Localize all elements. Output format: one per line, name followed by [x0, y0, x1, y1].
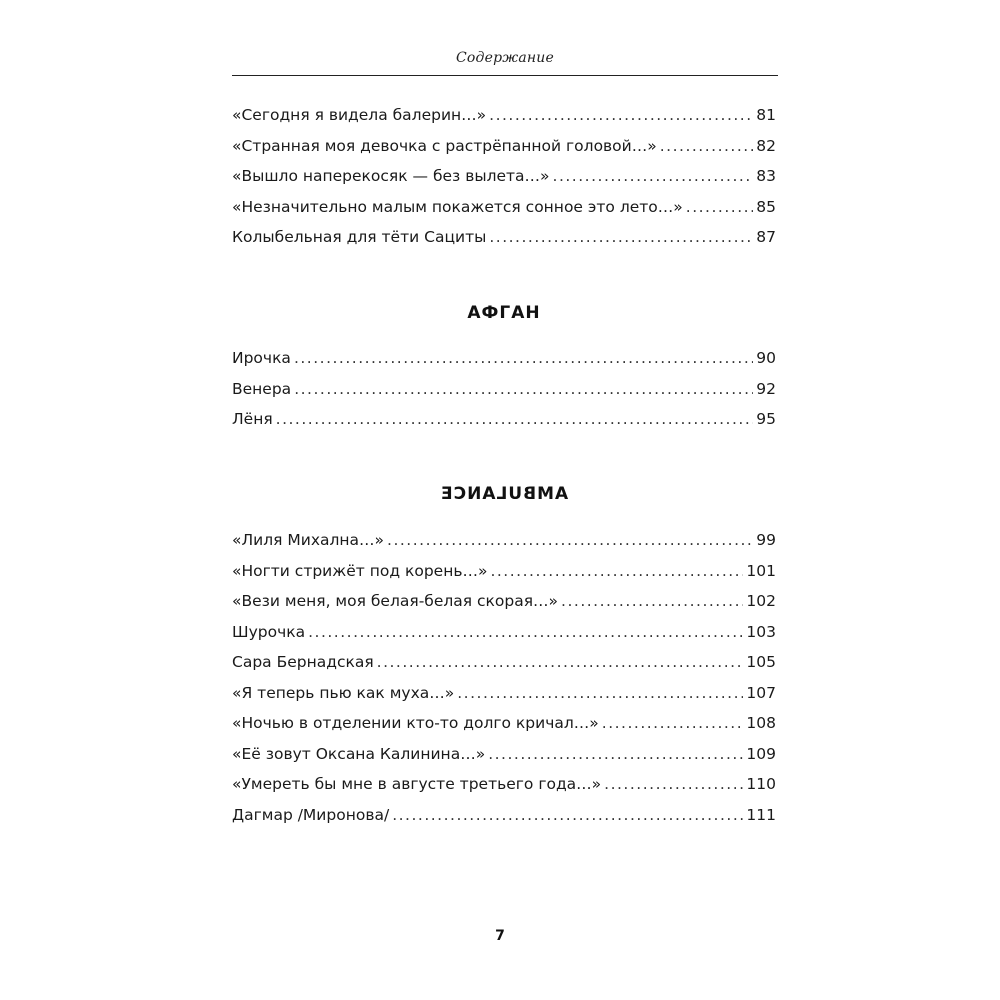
dot-leader [489, 100, 753, 131]
dot-leader [686, 192, 753, 223]
toc-entry[interactable] [232, 739, 776, 770]
toc-entry-page: 85 [756, 197, 776, 216]
toc-entry-title: «Я теперь пью как муха…» [232, 683, 455, 702]
dot-leader [377, 647, 744, 678]
toc-entry[interactable] [232, 586, 776, 617]
toc-section-continued [232, 100, 776, 253]
toc-entry-page: 109 [746, 744, 776, 763]
page-number: 7 [495, 928, 505, 944]
toc-entry[interactable] [232, 647, 776, 678]
toc-entry[interactable] [232, 800, 776, 831]
dot-leader [387, 525, 753, 556]
toc-entry-page: 92 [756, 379, 776, 398]
dot-leader [457, 678, 743, 709]
dot-leader [392, 800, 743, 831]
toc-entry-page: 83 [756, 167, 776, 185]
toc-entry-page: 111 [746, 805, 776, 824]
section-heading-ambulance-text: AMBULANCE [439, 484, 569, 504]
toc-entry-title: «Сегодня я видела балерин…» [232, 106, 487, 124]
toc-entry-page: 103 [746, 622, 776, 641]
dot-leader [294, 343, 753, 374]
toc-entry[interactable] [232, 343, 776, 374]
dot-leader [604, 769, 743, 800]
toc-entry-page: 102 [746, 592, 776, 610]
dot-leader [602, 708, 744, 739]
dot-leader [276, 404, 754, 435]
toc-entry-title: «Умереть бы мне в августе третьего года…» [232, 775, 602, 793]
dot-leader [490, 556, 743, 587]
toc-entry-page: 110 [746, 775, 776, 793]
toc-entry-page: 101 [746, 561, 776, 580]
toc-entry-title: «Вези меня, моя белая-белая скорая…» [232, 592, 559, 610]
section-heading-ambulance [232, 484, 776, 504]
toc-entry-title: Ирочка [232, 349, 291, 367]
toc-entry-title: Колыбельная для тёти Сациты [232, 228, 487, 246]
toc-entry-title: «Лиля Михална…» [232, 531, 385, 549]
toc-entry[interactable] [232, 222, 776, 253]
toc-entry-title: Дагмар /Миронова/ [232, 805, 390, 824]
dot-leader [553, 161, 754, 192]
toc-entry[interactable] [232, 404, 776, 435]
toc-entry-page: 105 [746, 653, 776, 671]
header-rule [232, 75, 778, 76]
toc-section-afghan [232, 343, 776, 435]
toc-entry[interactable] [232, 131, 776, 162]
toc-entry-page: 95 [756, 410, 776, 428]
dot-leader [488, 739, 743, 770]
toc-entry-title: Лёня [232, 410, 273, 428]
toc-entry[interactable] [232, 769, 776, 800]
toc-entry[interactable] [232, 100, 776, 131]
dot-leader [660, 131, 754, 162]
toc-entry-page: 90 [756, 349, 776, 367]
toc-entry-title: Венера [232, 379, 292, 398]
toc-entry-title: Сара Бернадская [232, 653, 374, 671]
toc-entry-page: 107 [746, 683, 776, 702]
toc-entry-page: 82 [756, 136, 776, 155]
toc-entry-title: Шурочка [232, 622, 306, 641]
dot-leader [489, 222, 753, 253]
toc-entry[interactable] [232, 374, 776, 405]
toc-entry[interactable] [232, 708, 776, 739]
toc-entry-page: 87 [756, 228, 776, 246]
toc-entry[interactable] [232, 556, 776, 587]
toc-entry[interactable] [232, 678, 776, 709]
toc-entry[interactable] [232, 192, 776, 223]
toc-entry-title: «Незначительно малым покажется сонное это лето…» [232, 197, 683, 216]
dot-leader [294, 374, 753, 405]
running-head-title: Содержание [455, 50, 555, 66]
toc-entry-title: «Странная моя девочка с растрёпанной головой…» [232, 136, 657, 155]
toc-entry-title: «Вышло наперекосяк — без вылета…» [232, 167, 550, 185]
toc-entry[interactable] [232, 617, 776, 648]
toc-entry-title: «Ночью в отделении кто-то долго кричал…» [232, 714, 599, 732]
toc-entry-page: 99 [756, 531, 776, 549]
toc-entry-title: «Её зовут Оксана Калинина…» [232, 744, 486, 763]
toc-entry-title: «Ногти стрижёт под корень…» [232, 561, 488, 580]
toc-entry[interactable] [232, 161, 776, 192]
toc-entry-page: 108 [746, 714, 776, 732]
toc-entry-page: 81 [756, 106, 776, 124]
toc-entry[interactable] [232, 525, 776, 556]
section-heading-afghan: АФГАН [467, 303, 541, 323]
dot-leader [308, 617, 743, 648]
toc-section-ambulance [232, 525, 776, 830]
dot-leader [561, 586, 743, 617]
